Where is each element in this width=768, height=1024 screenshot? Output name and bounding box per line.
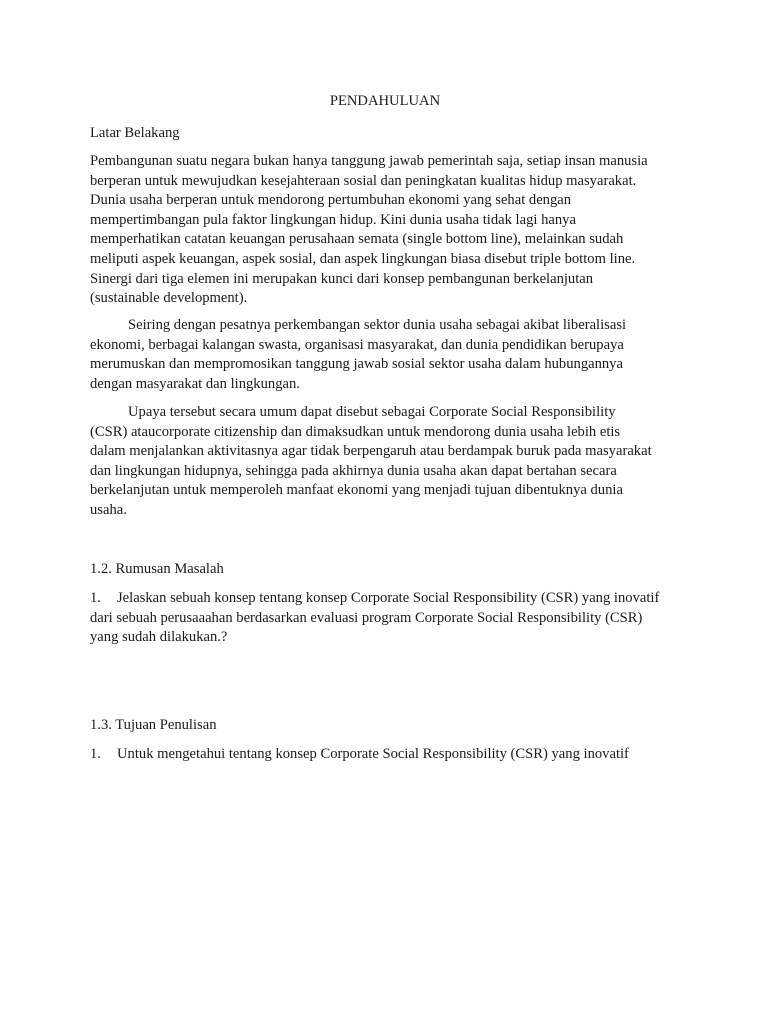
text-line bbox=[90, 745, 680, 765]
document-page bbox=[90, 0, 680, 1024]
text-line: Pembangunan suatu negara bukan hanya tanggung jawab pemerintah saja, setiap insan manusia bbox=[90, 153, 648, 169]
text-line bbox=[90, 589, 680, 609]
text-line: Upaya tersebut secara umum dapat disebut sebagai Corporate Social Responsibility bbox=[128, 404, 616, 420]
text-line: dalam menjalankan aktivitasnya agar tidak berpengaruh atau berdampak buruk pada masyarakat bbox=[90, 443, 652, 460]
paragraph-intro bbox=[90, 152, 680, 309]
problem-list-item bbox=[90, 589, 680, 648]
paragraph-csr bbox=[90, 403, 680, 521]
list-number: 1. bbox=[90, 746, 101, 762]
text-line: Sinergi dari tiga elemen ini merupakan kunci dari konsep pembangunan berkelanjutan bbox=[90, 270, 594, 287]
list-number: 1. bbox=[90, 590, 101, 606]
text-line: usaha. bbox=[90, 501, 127, 518]
list-item-text: Jelaskan sebuah konsep tentang konsep Corporate Social Responsibility (CSR) yang inovatif bbox=[117, 590, 660, 606]
text-line: Dunia usaha berperan untuk mendorong pertumbuhan ekonomi yang sehat dengan bbox=[90, 192, 572, 209]
text-line: Seiring dengan pesatnya perkembangan sektor dunia usaha sebagai akibat liberalisasi bbox=[128, 317, 627, 333]
text-line: dan lingkungan hidupnya, sehingga pada akhirnya dunia usaha akan dapat bertahan secara bbox=[90, 462, 617, 479]
text-line: meliputi aspek keuangan, aspek sosial, dan aspek lingkungan biasa disebut triple bottom line. bbox=[90, 250, 636, 267]
list-item-text: Untuk mengetahui tentang konsep Corporate Social Responsibility (CSR) yang inovatif bbox=[117, 746, 629, 762]
text-line: ekonomi, berbagai kalangan swasta, organisasi masyarakat, dan dunia pendidikan berupaya bbox=[90, 336, 624, 353]
section-heading-rumusan-masalah: 1.2. Rumusan Masalah bbox=[90, 561, 224, 577]
goal-list-item bbox=[90, 745, 680, 765]
text-line: (CSR) ataucorporate citizenship dan dimaksudkan untuk mendorong dunia usaha lebih etis bbox=[90, 423, 621, 440]
text-line: merumuskan dan mempromosikan tanggung jawab sosial sektor usaha dalam hubungannya bbox=[90, 356, 623, 373]
text-line: dengan masyarakat dan lingkungan. bbox=[90, 375, 300, 392]
text-line: yang sudah dilakukan.? bbox=[90, 629, 228, 646]
text-line: memperhatikan catatan keuangan perusahaan semata (single bottom line), melainkan sudah bbox=[90, 231, 624, 248]
text-line: mempertimbangan pula faktor lingkungan hidup. Kini dunia usaha tidak lagi hanya bbox=[90, 211, 576, 228]
text-line: berperan untuk mewujudkan kesejahteraan sosial dan peningkatan kualitas hidup masyarakat. bbox=[90, 172, 637, 189]
text-line: (sustainable development). bbox=[90, 290, 248, 307]
text-line: dari sebuah perusaaahan berdasarkan evaluasi program Corporate Social Responsibility (CSR) bbox=[90, 609, 643, 626]
section-heading-tujuan-penulisan: 1.3. Tujuan Penulisan bbox=[90, 717, 217, 733]
paragraph-liberalisasi bbox=[90, 316, 680, 394]
text-line: berkelanjutan untuk memperoleh manfaat ekonomi yang menjadi tujuan dibentuknya dunia bbox=[90, 482, 623, 499]
page-title: PENDAHULUAN bbox=[329, 93, 441, 109]
section-heading-latar-belakang: Latar Belakang bbox=[90, 125, 180, 141]
